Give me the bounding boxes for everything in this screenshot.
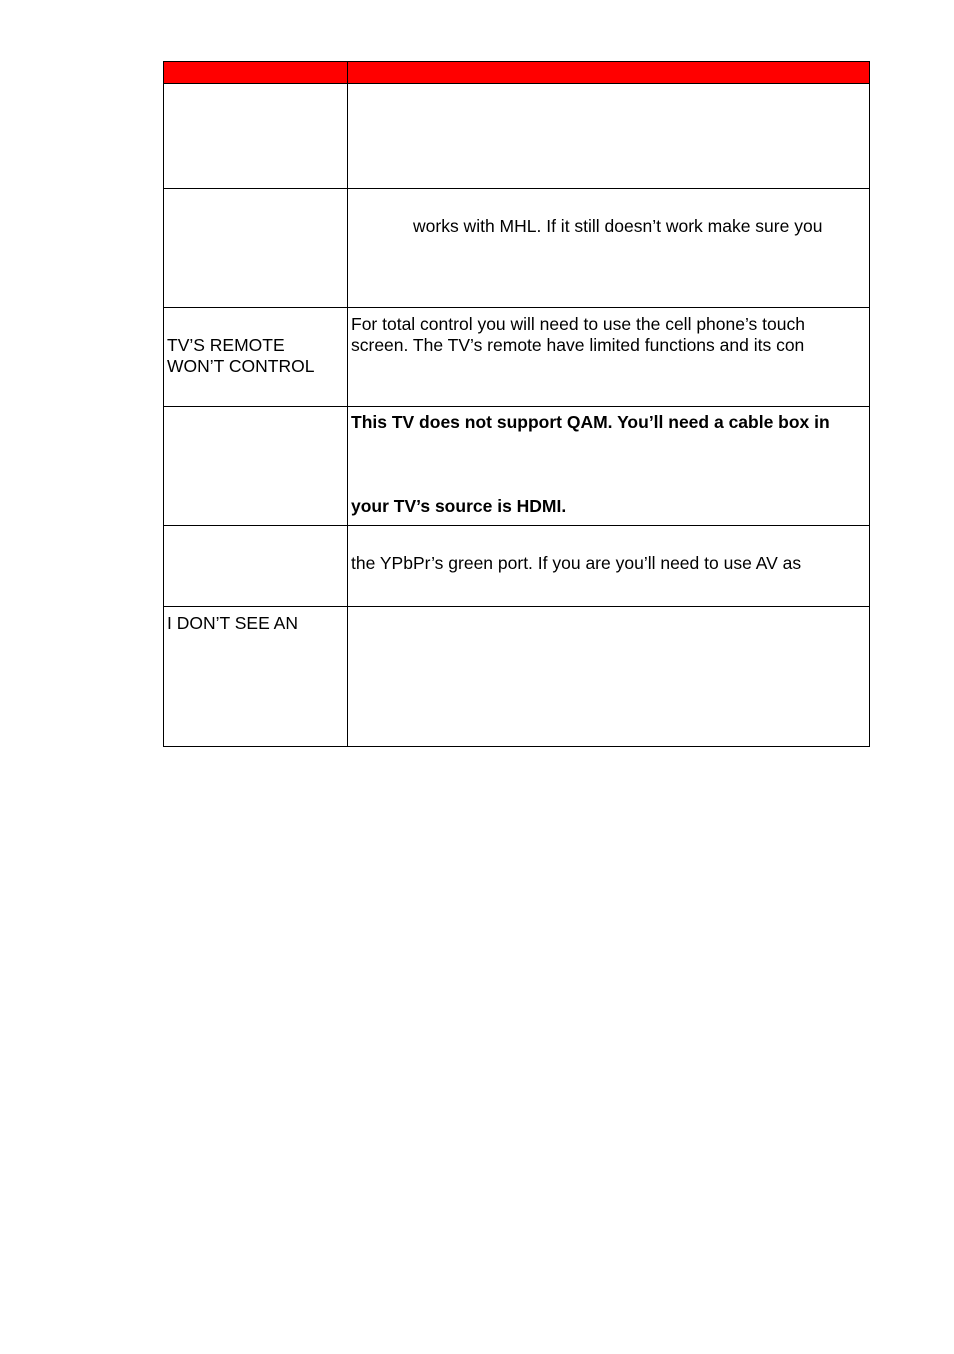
troubleshooting-table <box>163 61 870 747</box>
row-divider <box>164 525 869 526</box>
row-4-solution-line-1: This TV does not support QAM. You’ll need a cable box in <box>351 412 830 432</box>
row-3-solution-line-1: For total control you will need to use the cell phone’s touch <box>351 314 805 334</box>
row-divider <box>164 83 869 84</box>
row-3-problem-line-2: WON’T CONTROL <box>167 356 315 376</box>
row-6-problem-line-1: I DON’T SEE AN <box>167 613 298 633</box>
row-2-solution-line-1: works with MHL. If it still doesn’t work make sure you <box>413 216 823 236</box>
row-3-solution-line-2: screen. The TV’s remote have limited functions and its con <box>351 335 805 355</box>
column-divider <box>347 62 348 746</box>
row-divider <box>164 606 869 607</box>
table-header-row <box>164 62 869 83</box>
row-divider <box>164 406 869 407</box>
row-4-solution-line-2: your TV’s source is HDMI. <box>351 496 567 516</box>
row-5-solution-line-1: the YPbPr’s green port. If you are you’ll need to use AV as <box>351 553 802 573</box>
row-divider <box>164 307 869 308</box>
row-3-problem-line-1: TV’S REMOTE <box>167 335 285 355</box>
row-divider <box>164 188 869 189</box>
